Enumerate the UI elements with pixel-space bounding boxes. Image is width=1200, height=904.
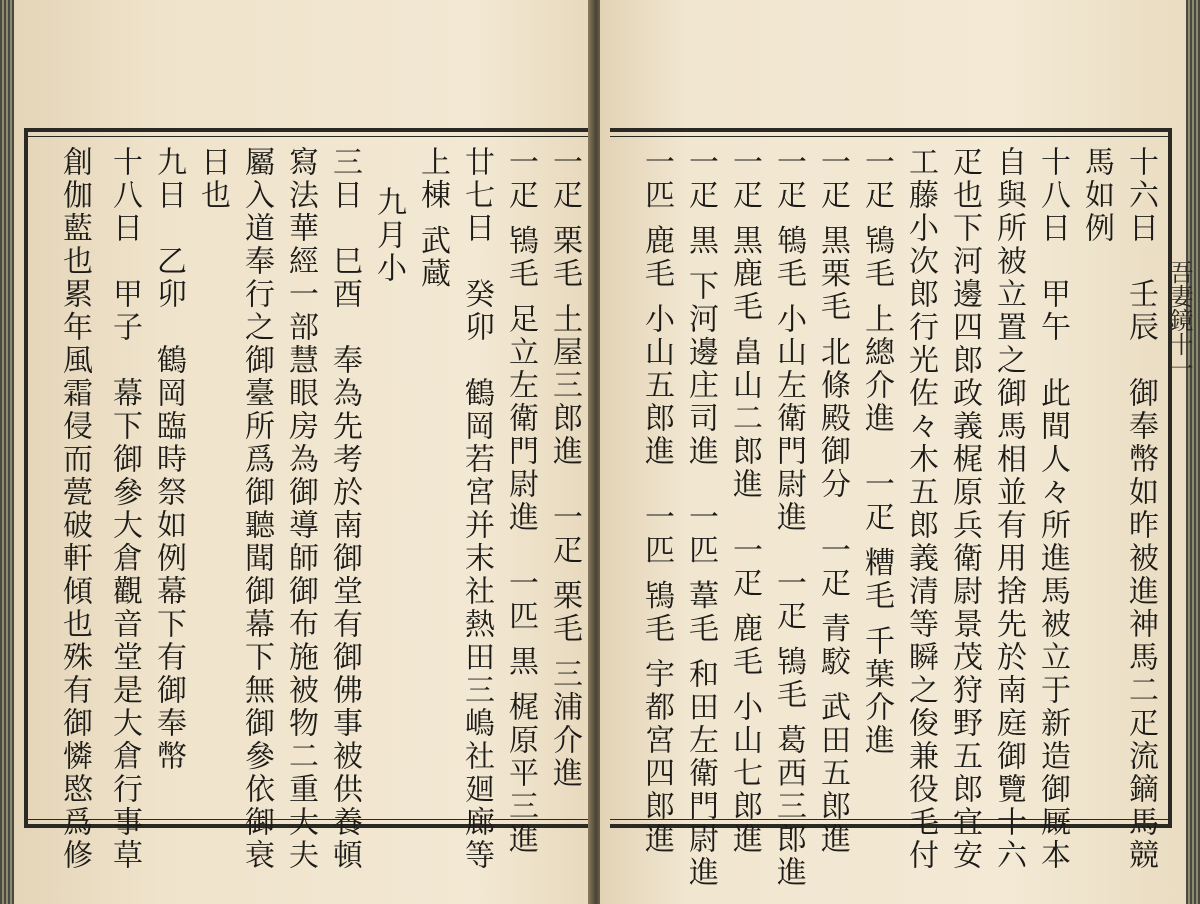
left-col-5: 九月小 bbox=[371, 186, 406, 285]
left-col-8: 屬入道奉行之御臺所爲御聽聞御幕下無御參依御衰 bbox=[239, 146, 274, 872]
right-col-10: 一疋 黒鹿毛 畠山二郎進 一疋 鹿毛 小山七郎進 bbox=[727, 146, 762, 857]
right-col-8: 一疋 黒栗毛 北條殿御分 一疋 青駮 武田五郎進 bbox=[815, 146, 850, 857]
right-page-edge bbox=[1186, 0, 1200, 904]
left-col-10: 九日 乙卯 鶴岡臨時祭如例幕下有御奉幣 bbox=[151, 146, 186, 773]
left-col-7: 寫法華經一部慧眼房為御導師御布施被物二重大夫 bbox=[283, 146, 318, 872]
right-page bbox=[600, 0, 1186, 904]
right-col-2: 馬如例 bbox=[1079, 146, 1114, 245]
right-col-11: 一疋 黒 下河邊庄司進 一匹 葦毛 和田左衛門尉進 bbox=[683, 146, 718, 890]
left-frame-side bbox=[24, 128, 28, 828]
right-col-7: 一疋 鴇毛 上總介進 一疋 糟毛 千葉介進 bbox=[859, 146, 894, 758]
left-page-edge bbox=[0, 0, 14, 904]
left-col-3: 廿七日 癸卯 鶴岡若宮并末社熱田三嶋社廻廊等 bbox=[459, 146, 494, 872]
right-col-3: 十八日 甲午 此間人々所進馬被立于新造御厩本 bbox=[1035, 146, 1070, 872]
margin-label: 吾妻鏡十一 bbox=[1165, 260, 1193, 380]
right-col-5: 疋也下河邊四郎政義梶原兵衛尉景茂狩野五郎宜安 bbox=[947, 146, 982, 872]
left-col-1: 一疋 栗毛 土屋三郎進 一疋 栗毛 三浦介進 bbox=[547, 146, 582, 791]
left-col-12: 創伽藍也累年風霜侵而甍破軒傾也殊有御憐愍爲修 bbox=[57, 146, 92, 872]
right-col-6: 工藤小次郎行光佐々木五郎義清等瞬之俊兼役毛付 bbox=[903, 146, 938, 872]
left-col-9: 日也 bbox=[195, 146, 230, 212]
left-page bbox=[14, 0, 592, 904]
left-col-11: 十八日 甲子 幕下御參大倉觀音堂是大倉行事草 bbox=[107, 146, 142, 872]
left-col-2: 一疋 鴇毛 足立左衛門尉進 一匹 黒 梶原平三進 bbox=[503, 146, 538, 857]
left-col-6: 三日 巳酉 奉為先考於南御堂有御佛事被供養頓 bbox=[327, 146, 362, 872]
right-col-1: 十六日 壬辰 御奉幣如昨被進神馬二疋流鏑馬競 bbox=[1123, 146, 1158, 872]
right-frame-side bbox=[1168, 128, 1172, 828]
right-col-9: 一疋 鵇毛 小山左衛門尉進 一疋 鴇毛 葛西三郎進 bbox=[771, 146, 806, 890]
right-col-4: 自與所被立置之御馬相並有用捨先於南庭御覽十六 bbox=[991, 146, 1026, 872]
right-col-12: 一匹 鹿毛 小山五郎進 一匹 鴇毛 宇都宮四郎進 bbox=[639, 146, 674, 857]
left-col-4: 上棟 武蔵 bbox=[415, 146, 450, 291]
